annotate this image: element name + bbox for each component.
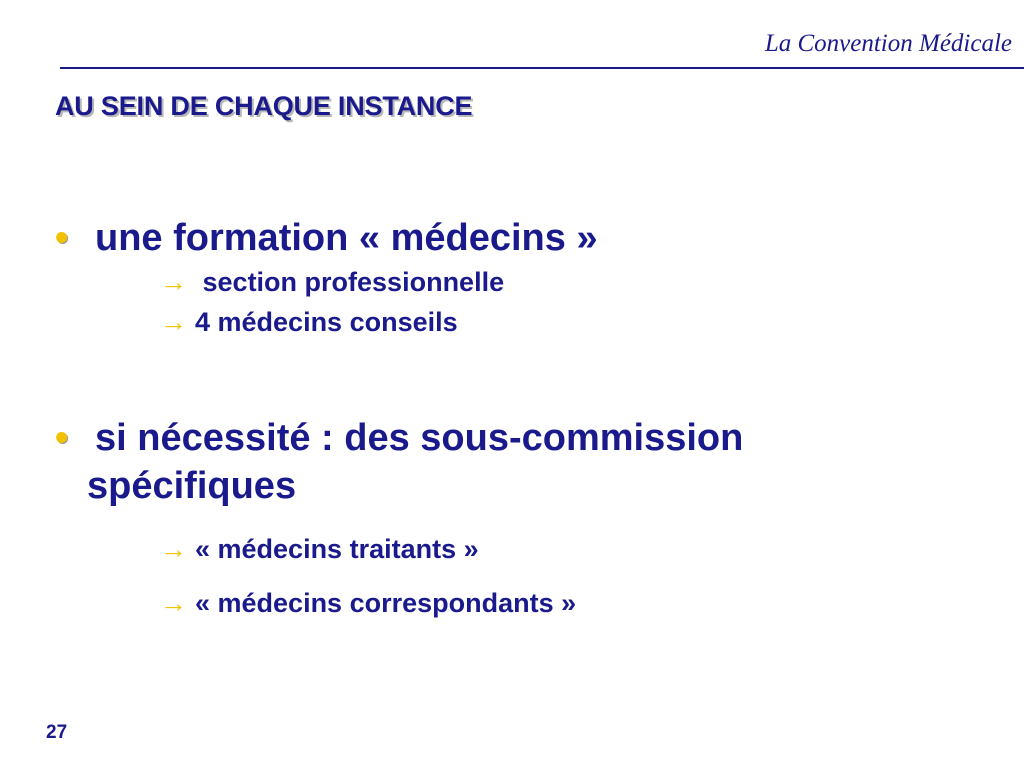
- slide-title: AU SEIN DE CHAQUE INSTANCE: [55, 91, 473, 121]
- sub-item-text: « médecins traitants »: [195, 534, 479, 564]
- sub-item: [160, 534, 479, 565]
- header-divider: [60, 67, 1024, 69]
- arrow-right-icon: →: [160, 588, 187, 618]
- page-number: 27: [46, 722, 68, 743]
- arrow-right-icon: →: [160, 534, 187, 564]
- bullet-dot-icon: •: [55, 217, 69, 259]
- header-title: La Convention Médicale: [764, 30, 1012, 57]
- bullet-text: si nécessité : des sous-commission: [95, 417, 744, 459]
- arrow-right-icon: →: [160, 267, 187, 297]
- sub-item-text: section professionnelle: [202, 267, 505, 297]
- sub-item: [160, 307, 458, 338]
- sub-item-text: 4 médecins conseils: [195, 307, 458, 337]
- bullet-text: une formation « médecins »: [95, 217, 598, 259]
- sub-item-text: « médecins correspondants »: [195, 588, 577, 618]
- sub-item: [160, 588, 576, 619]
- bullet-item: [55, 214, 598, 262]
- arrow-right-icon: →: [160, 307, 187, 337]
- bullet-text-continued: spécifiques: [87, 465, 297, 507]
- sub-item: [160, 267, 504, 298]
- bullet-item: [55, 414, 743, 510]
- bullet-dot-icon: •: [55, 417, 69, 459]
